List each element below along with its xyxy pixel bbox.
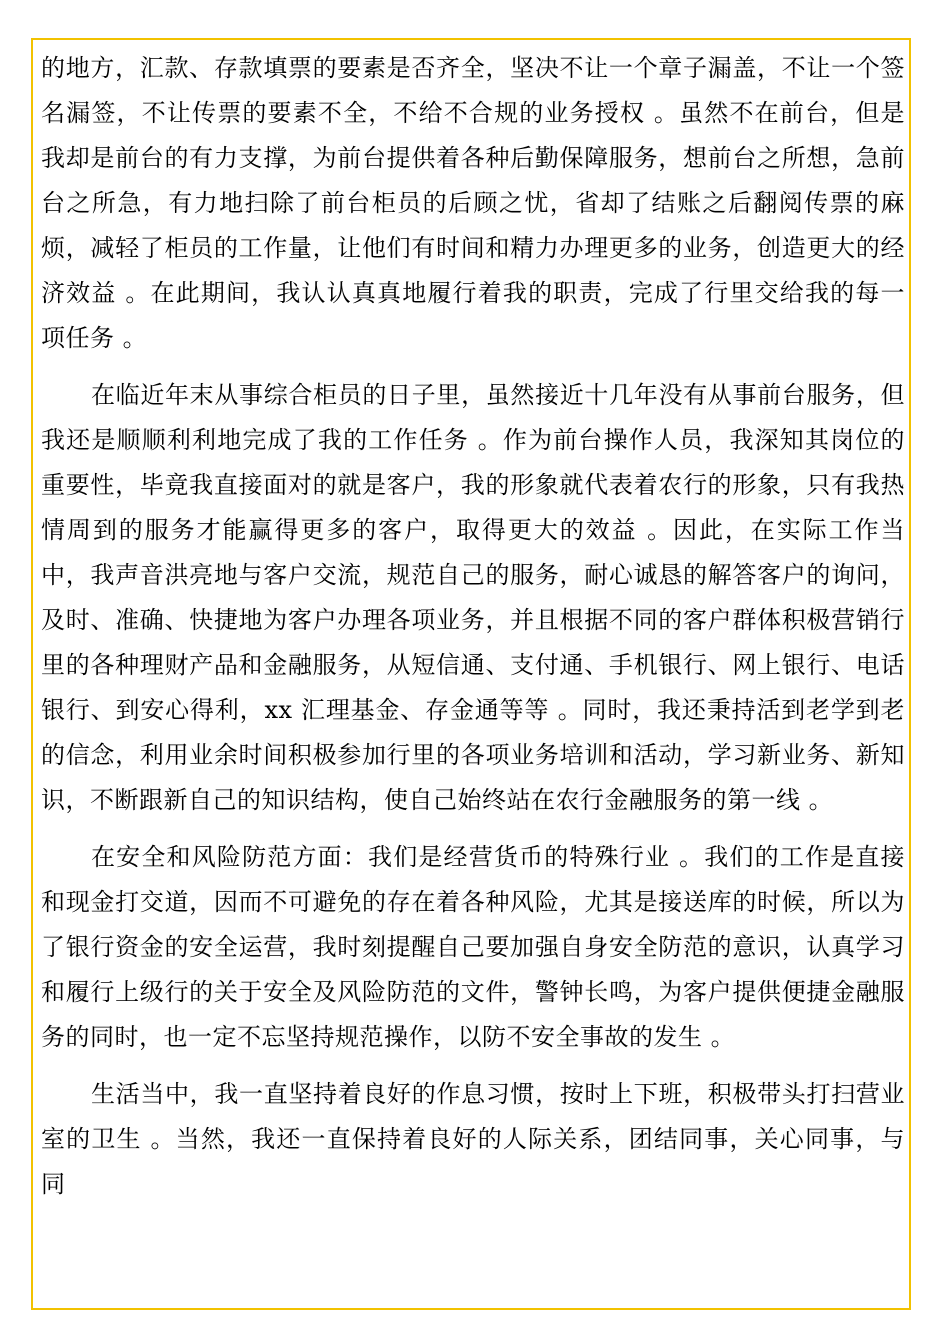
document-body: [41, 46, 905, 1207]
paragraph-4: 生活当中，我一直坚持着良好的作息习惯，按时上下班，积极带头打扫营业室的卫生 。当然，我还一直保持着良好的人际关系，团结同事，关心同事，与同: [41, 1080, 905, 1198]
paragraph-3: 在安全和风险防范方面：我们是经营货币的特殊行业 。我们的工作是直接和现金打交道，因而不可避免的存在着各种风险，尤其是接送库的时候，所以为了银行资金的安全运营，我时刻提醒自己要加强自身安全防范的意识，认真学习和履行上级行的关于安全及风险防范的文件，警钟长鸣，为客户提供便捷金融服务的同时，也一定不忘坚持规范操作，以防不安全事故的发生 。: [41, 843, 905, 1051]
paragraph-2: 在临近年末从事综合柜员的日子里，虽然接近十几年没有从事前台服务，但我还是顺顺利利地完成了我的工作任务 。作为前台操作人员，我深知其岗位的重要性，毕竟我直接面对的就是客户，我的形象就代表着农行的形象，只有我热情周到的服务才能赢得更多的客户，取得更大的效益 。因此，在实际工作当中，我声音洪亮地与客户交流，规范自己的服务，耐心诚恳的解答客户的询问，及时、准确、快捷地为客户办理各项业务，并且根据不同的客户群体积极营销行里的各种理财产品和金融服务，从短信通、支付通、手机银行、网上银行、电话银行、到安心得利，xx 汇理基金、存金通等等 。同时，我还秉持活到老学到老的信念，利用业余时间积极参加行里的各项业务培训和活动，学习新业务、新知识，不断跟新自己的知识结构，使自己始终站在农行金融服务的第一线 。: [41, 381, 905, 814]
paragraph-1: 的地方，汇款、存款填票的要素是否齐全，坚决不让一个章子漏盖，不让一个签名漏签，不让传票的要素不全，不给不合规的业务授权 。虽然不在前台，但是我却是前台的有力支撑，为前台提供着各种后勤保障服务，想前台之所想，急前台之所急，有力地扫除了前台柜员的后顾之忧，省却了结账之后翻阅传票的麻烦，减轻了柜员的工作量，让他们有时间和精力办理更多的业务，创造更大的经济效益 。在此期间，我认认真真地履行着我的职责，完成了行里交给我的每一项任务 。: [41, 54, 905, 352]
